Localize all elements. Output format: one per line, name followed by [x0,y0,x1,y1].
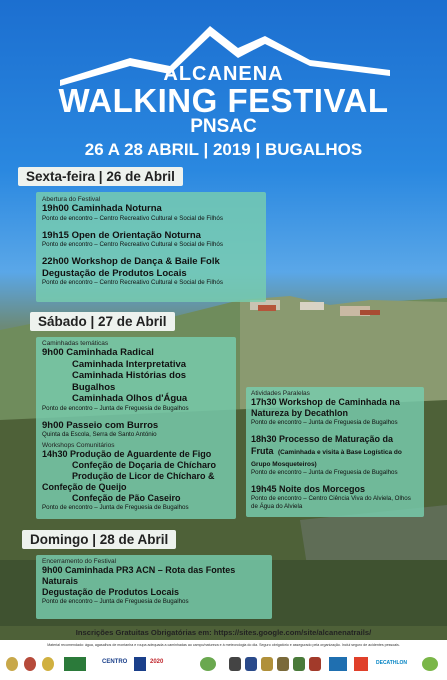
crest-logo-icon [245,657,257,671]
header-org: PNSAC [190,116,257,137]
saturday-walk: Caminhada Olhos d'Água [72,393,188,404]
crest-logo-icon [24,657,36,671]
parallel-panel [246,387,424,517]
saturday-workshop: Confeção de Pão Caseiro [72,493,181,503]
parallel-event-note: (Caminhada e visita à Base Logística do Grupo Mosqueteiros) [251,449,402,468]
saturday-donkey-meet: Quinta da Escola, Serra de Santo António [42,431,157,438]
crest-logo-icon [261,657,273,671]
saturday-panel [36,337,236,519]
saturday-walks-meet: Ponto de encontro – Junta de Freguesia de Bugalhos [42,404,189,412]
parallel-event: 17h30 Workshop de Caminhada na [251,397,400,407]
friday-panel [36,192,266,302]
parallel-category: Atividades Paralelas [251,390,310,397]
saturday-workshop: Confeção de Queijo [42,482,127,492]
saturday-workshop: Confeção de Doçaria de Chícharo [72,460,217,470]
partner-logo-icon [64,657,86,671]
partner-logo-icon [354,657,368,671]
parallel-event-meet: Ponto de encontro – Junta de Freguesia de Bugalhos [251,419,398,426]
saturday-workshop: Produção de Licor de Chícharo & [72,471,215,481]
partner-logo-icon [329,657,347,671]
saturday-walk: Caminhada Histórias dos Bugalhos [72,370,187,393]
crest-logo-icon [6,657,18,671]
parallel-event: 18h30 Processo de Maturação da [251,434,394,444]
centro-logo: CENTRO [102,659,128,665]
saturday-workshop: 14h30 Produção de Aguardente de Figo [42,449,212,459]
friday-header: Sexta-feira | 26 de Abril [18,167,183,186]
partner-logo-icon [200,657,216,671]
fine-print: Material recomendado: água, agasalhos de montanha e roupa adequada a caminhadas ao campo/natureza e à meteorologia do dia. Seguro obrigatório e assegurado pela organização. Inclui seguro de acidentes pessoais. [47,643,400,647]
saturday-workshop-meet: Ponto de encontro – Junta de Freguesia de Bugalhos [42,504,189,511]
friday-category: Abertura do Festival [42,196,101,203]
crest-logo-icon [229,657,241,671]
partner-logo-icon [422,657,438,671]
saturday-walk: Caminhada Interpretativa [72,358,187,370]
sunday-event: Degustação de Produtos Locais [42,587,180,597]
sunday-event: 9h00 Caminhada PR3 ACN – Rota das Fontes [42,565,236,575]
friday-event-meet: Ponto de encontro – Centro Recreativo Cultural e Social de Filhós [42,279,223,286]
parallel-event-meet: Ponto de encontro – Junta de Freguesia de Bugalhos [251,469,398,476]
header-alcanena: ALCANENA [163,63,284,85]
saturday-category-2: Workshops Comunitários [42,442,115,449]
friday-event-title: 22h00 Workshop de Dança & Baile Folk [42,256,220,267]
friday-event-meet: Ponto de encontro – Centro Recreativo Cultural e Social de Filhós [42,241,223,248]
parallel-event-2: Natureza by Decathlon [251,408,349,418]
saturday-header: Sábado | 27 de Abril [30,312,175,331]
crest-logo-icon [277,657,289,671]
header-title: WALKING FESTIVAL [58,82,389,119]
friday-event-meet: Ponto de encontro – Centro Recreativo Cultural e Social de Filhós [42,214,223,222]
eu-flag-icon [134,657,146,671]
parallel-event-2: Fruta [251,446,274,456]
crest-logo-icon [309,657,321,671]
sunday-panel [36,555,272,619]
sunday-event-2: Naturais [42,576,79,586]
sponsor-logos [4,653,443,675]
portugal2020-logo: 2020 [150,659,164,665]
crest-logo-icon [42,657,54,671]
friday-event-title: 19h00 Caminhada Noturna [42,203,162,214]
saturday-walk: 9h00 Caminhada Radical [42,347,154,358]
decathlon-logo: DECATHLON [376,660,408,666]
sunday-header: Domingo | 28 de Abril [22,530,176,549]
parallel-event-meet: Ponto de encontro – Centro Ciência Viva do Alviela, Olhos de Água do Alviela [251,495,411,510]
sunday-event-meet: Ponto de encontro – Junta de Freguesia de Bugalhos [42,598,189,605]
sunday-category: Encerramento do Festival [42,558,117,565]
header-dates: 26 A 28 ABRIL | 2019 | BUGALHOS [84,140,363,159]
friday-event-title-2: Degustação de Produtos Locais [42,267,187,279]
saturday-donkey: 9h00 Passeio com Burros [42,419,159,431]
crest-logo-icon [293,657,305,671]
saturday-category: Caminhadas temáticas [42,340,109,347]
registration-text: Inscrições Gratuitas Obrigatórias em: https://sites.google.com/site/alcanenatrails/ [75,628,372,637]
friday-event-title: 19h15 Open de Orientação Noturna [42,229,201,241]
parallel-event: 19h45 Noite dos Morcegos [251,484,366,494]
